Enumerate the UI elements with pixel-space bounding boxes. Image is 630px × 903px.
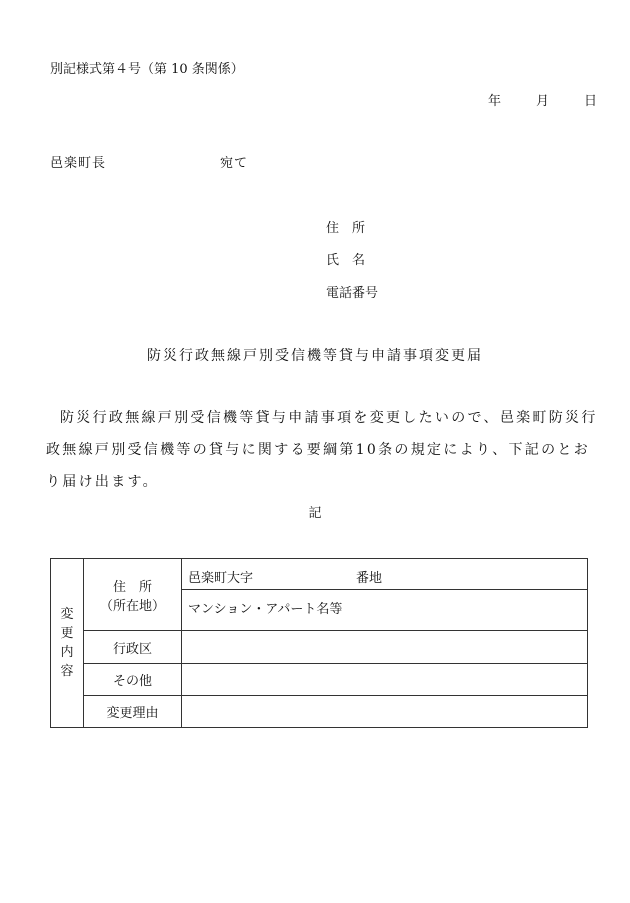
recipient-suffix: 宛て: [220, 156, 249, 171]
applicant-name-label: 氏 名: [326, 253, 366, 268]
section-label-char: 更: [60, 626, 74, 641]
applicant-phone-row: [326, 282, 382, 301]
address-line2-label: マンション・アパート名等: [188, 602, 343, 617]
change-details-table: [50, 558, 588, 728]
other-field[interactable]: [182, 664, 588, 696]
address-line1-prefix: 邑楽町大字: [188, 571, 254, 586]
table-row: [51, 696, 588, 728]
form-number: 別記様式第４号（第 10 条関係）: [50, 62, 244, 77]
district-label: 行政区: [84, 631, 182, 664]
reason-label: 変更理由: [84, 696, 182, 728]
date-line: [488, 90, 597, 109]
other-label: その他: [84, 664, 182, 696]
date-year-label: 年: [488, 94, 502, 109]
address-label-sub: （所在地）: [99, 598, 165, 614]
date-day-label: 日: [584, 94, 598, 109]
address-label-cell: [84, 559, 182, 631]
recipient: [50, 152, 249, 171]
applicant-address-label: 住 所: [326, 221, 366, 236]
applicant-address-row: [326, 217, 382, 236]
document-title: 防災行政無線戸別受信機等貸与申請事項変更届: [147, 348, 483, 364]
address-line2-field[interactable]: [182, 590, 588, 631]
recipient-name: 邑楽町長: [50, 156, 107, 171]
section-label-char: 内: [60, 645, 74, 660]
ki-heading: 記: [308, 506, 322, 521]
address-label-main: 住 所: [112, 579, 152, 595]
section-label-char: 変: [60, 607, 74, 622]
address-line1-banchi: 番地: [356, 571, 383, 586]
applicant-phone-label: 電話番号: [326, 286, 379, 301]
date-month-label: 月: [536, 94, 550, 109]
body-paragraph: 防災行政無線戸別受信機等貸与申請事項を変更したいので、邑楽町防災行政無線戸別受信機等の貸与に関する要綱第10条の規定により、下記のとおり届け出ます。: [46, 410, 598, 490]
section-label-change-contents: [51, 559, 84, 728]
applicant-name-row: [326, 249, 382, 268]
address-line1-field[interactable]: [182, 559, 588, 590]
district-field[interactable]: [182, 631, 588, 664]
section-label-char: 容: [60, 664, 74, 679]
reason-field[interactable]: [182, 696, 588, 728]
table-row: [51, 631, 588, 664]
table-row: [51, 559, 588, 590]
table-row: [51, 664, 588, 696]
